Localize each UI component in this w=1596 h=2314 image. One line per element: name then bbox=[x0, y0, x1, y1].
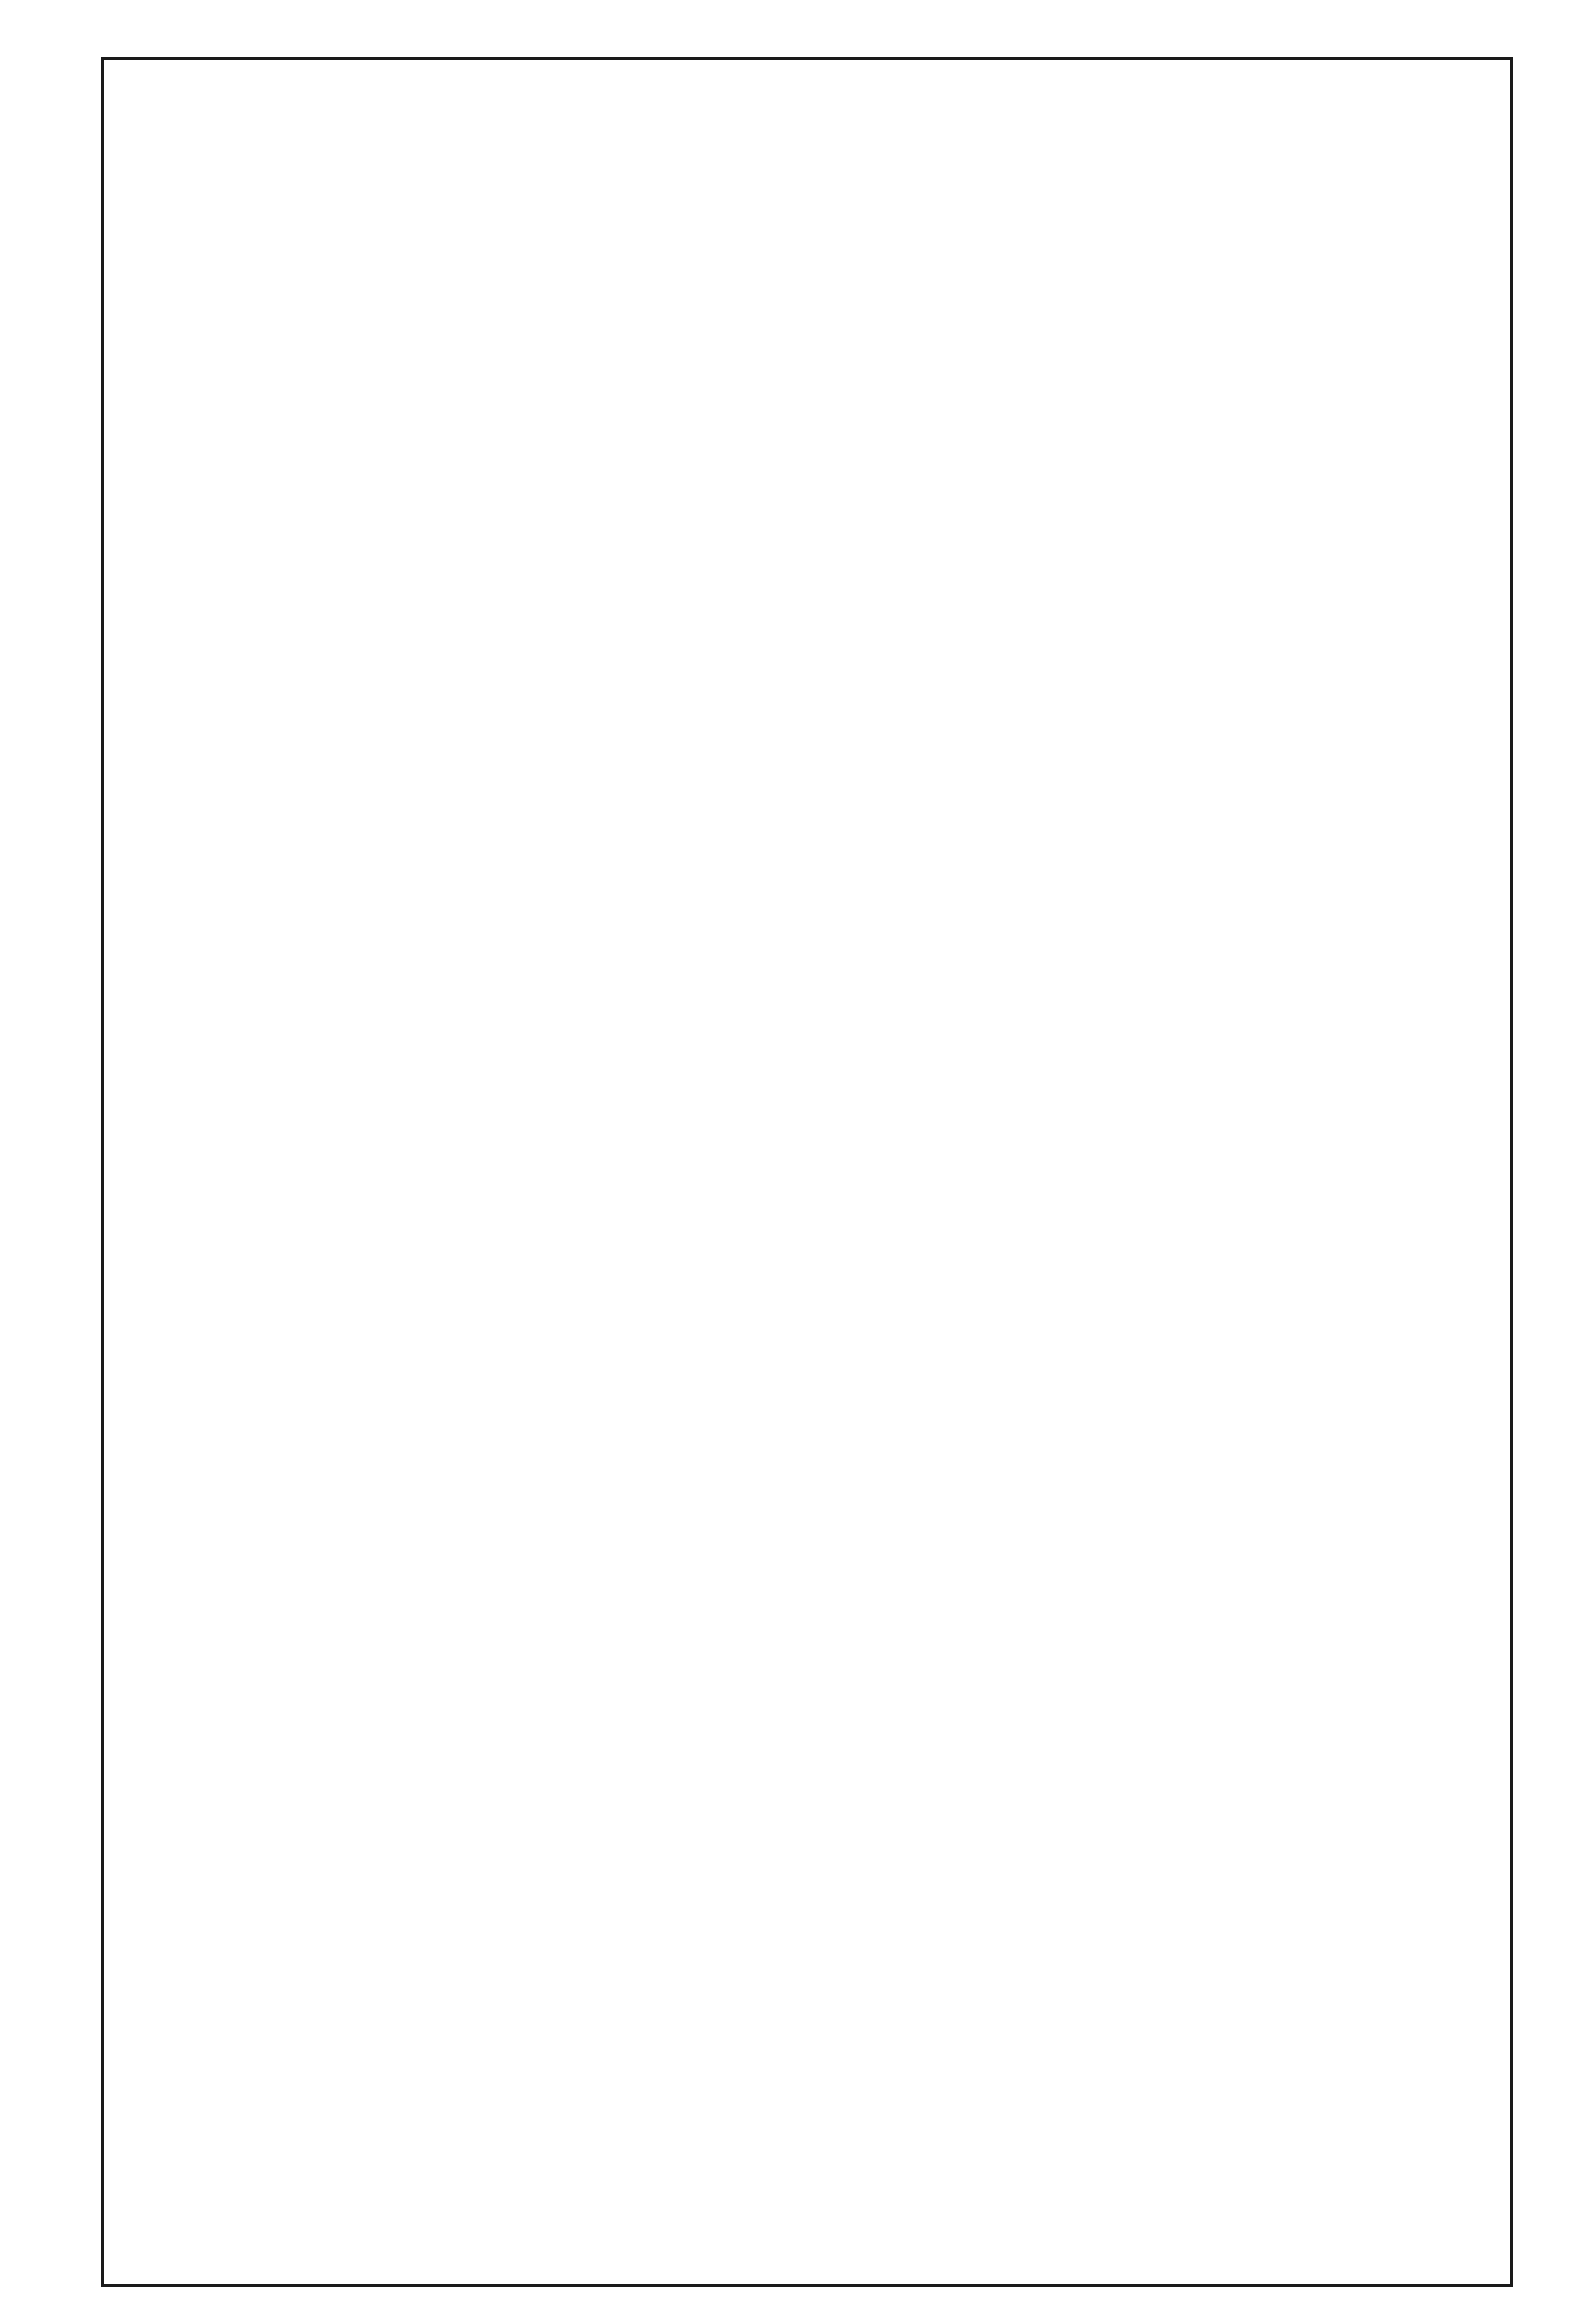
sheet-frame bbox=[101, 57, 1513, 2287]
